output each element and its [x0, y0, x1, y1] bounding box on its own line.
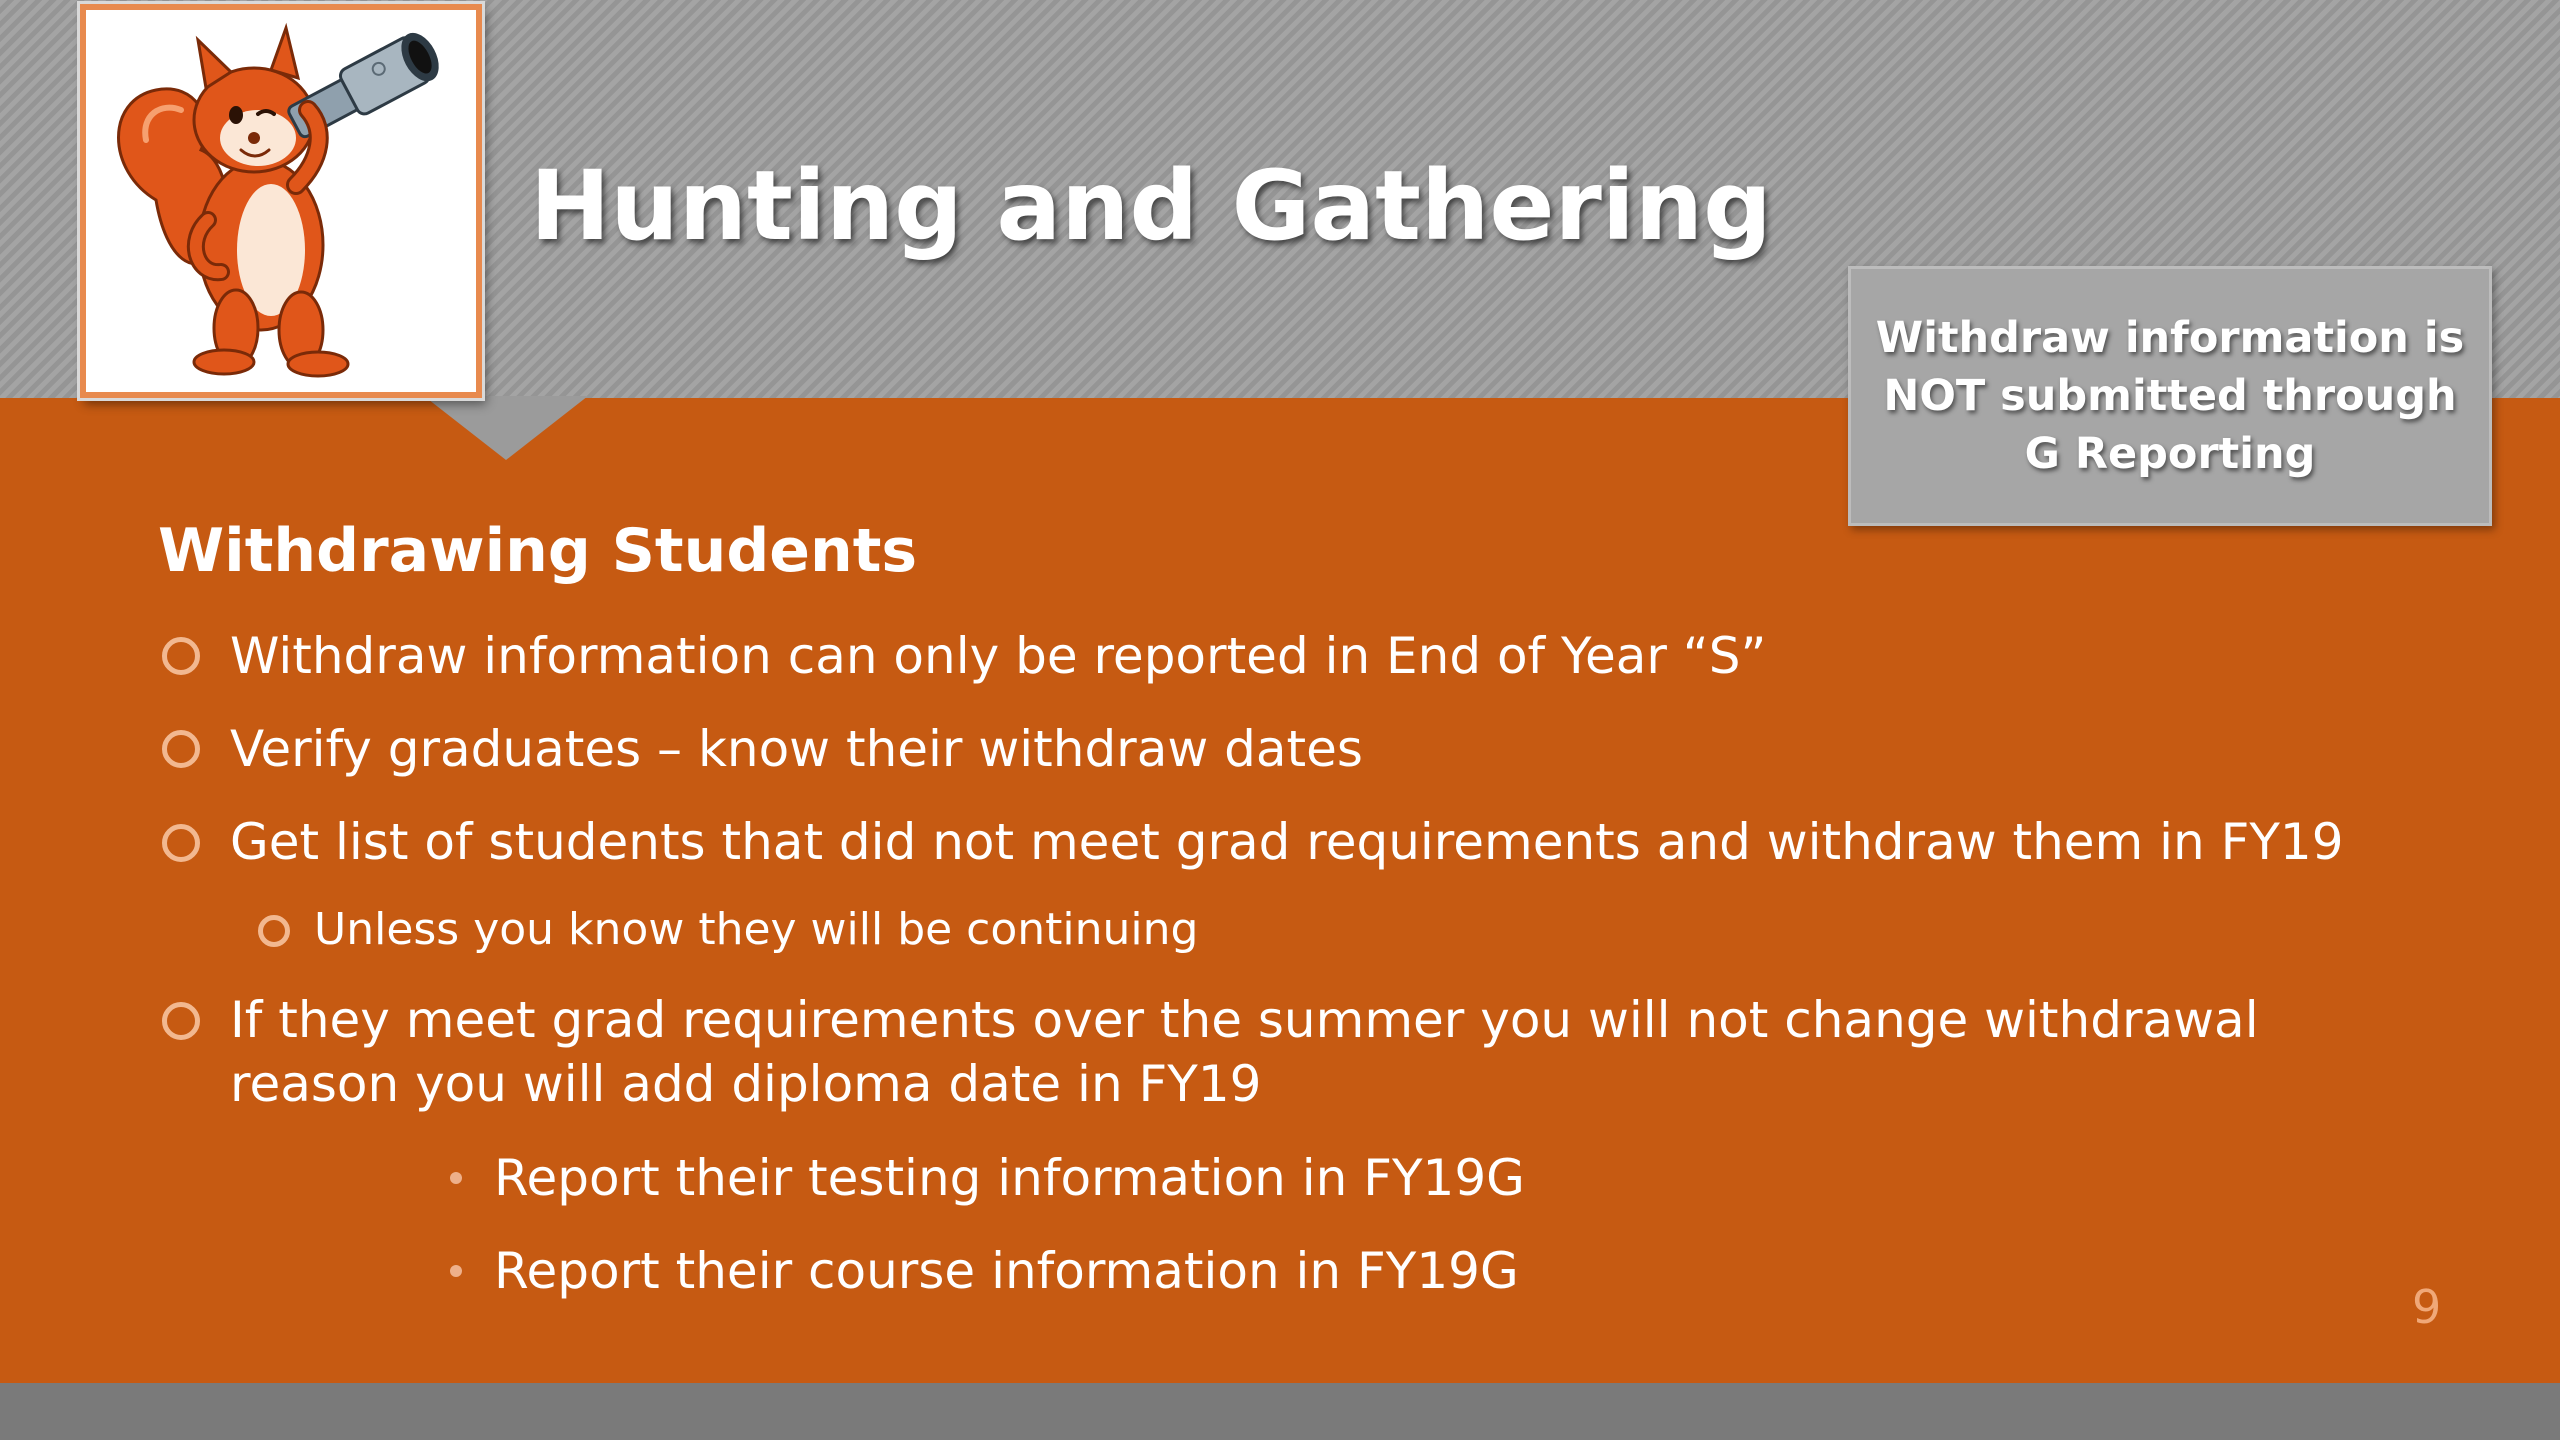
dot-bullet-item: [494, 1146, 1525, 1210]
bullet-dot-icon: [450, 1172, 462, 1184]
bullet-item: [230, 717, 1363, 781]
slide-title: Hunting and Gathering: [530, 150, 1772, 262]
section-heading: Withdrawing Students: [158, 516, 918, 586]
bullet-ring-icon: [162, 824, 200, 862]
dot-bullet-item: [494, 1239, 1519, 1303]
squirrel-telescope-icon: [86, 10, 476, 392]
callout-line-1: Withdraw information is: [1875, 313, 2465, 363]
bullet-item: [230, 988, 2259, 1116]
bullet-item: [230, 810, 2344, 874]
header-notch: [424, 396, 588, 460]
bullet-ring-icon: [162, 637, 200, 675]
callout-line-3: G Reporting: [2024, 429, 2316, 479]
bullet-item: [230, 624, 1766, 688]
footer-bar: [0, 1383, 2560, 1440]
callout-box: [1848, 266, 2492, 526]
bullet-dot-icon: [450, 1265, 462, 1277]
bullet-text: Unless you know they will be continuing: [314, 904, 1199, 955]
bullet-ring-icon: [162, 730, 200, 768]
logo-frame: [80, 4, 482, 398]
bullet-text: Withdraw information can only be reported in End of Year “S”: [230, 627, 1767, 685]
sub-bullet-ring-icon: [258, 915, 290, 947]
bullet-text: Verify graduates – know their withdraw dates: [230, 720, 1363, 778]
bullet-text: Report their testing information in FY19G: [494, 1149, 1525, 1207]
bullet-text: Report their course information in FY19G: [494, 1242, 1519, 1300]
callout-line-2: NOT submitted through: [1883, 371, 2457, 421]
bullet-text: Get list of students that did not meet grad requirements and withdraw them in FY19: [230, 813, 2344, 871]
sub-bullet-item: [314, 902, 1198, 958]
bullet-text-line-1: If they meet grad requirements over the summer you will not change withdrawal: [230, 991, 2259, 1049]
bullet-ring-icon: [162, 1002, 200, 1040]
bullet-text-line-2: reason you will add diploma date in FY19: [230, 1055, 1262, 1113]
page-number: 9: [2412, 1280, 2442, 1334]
